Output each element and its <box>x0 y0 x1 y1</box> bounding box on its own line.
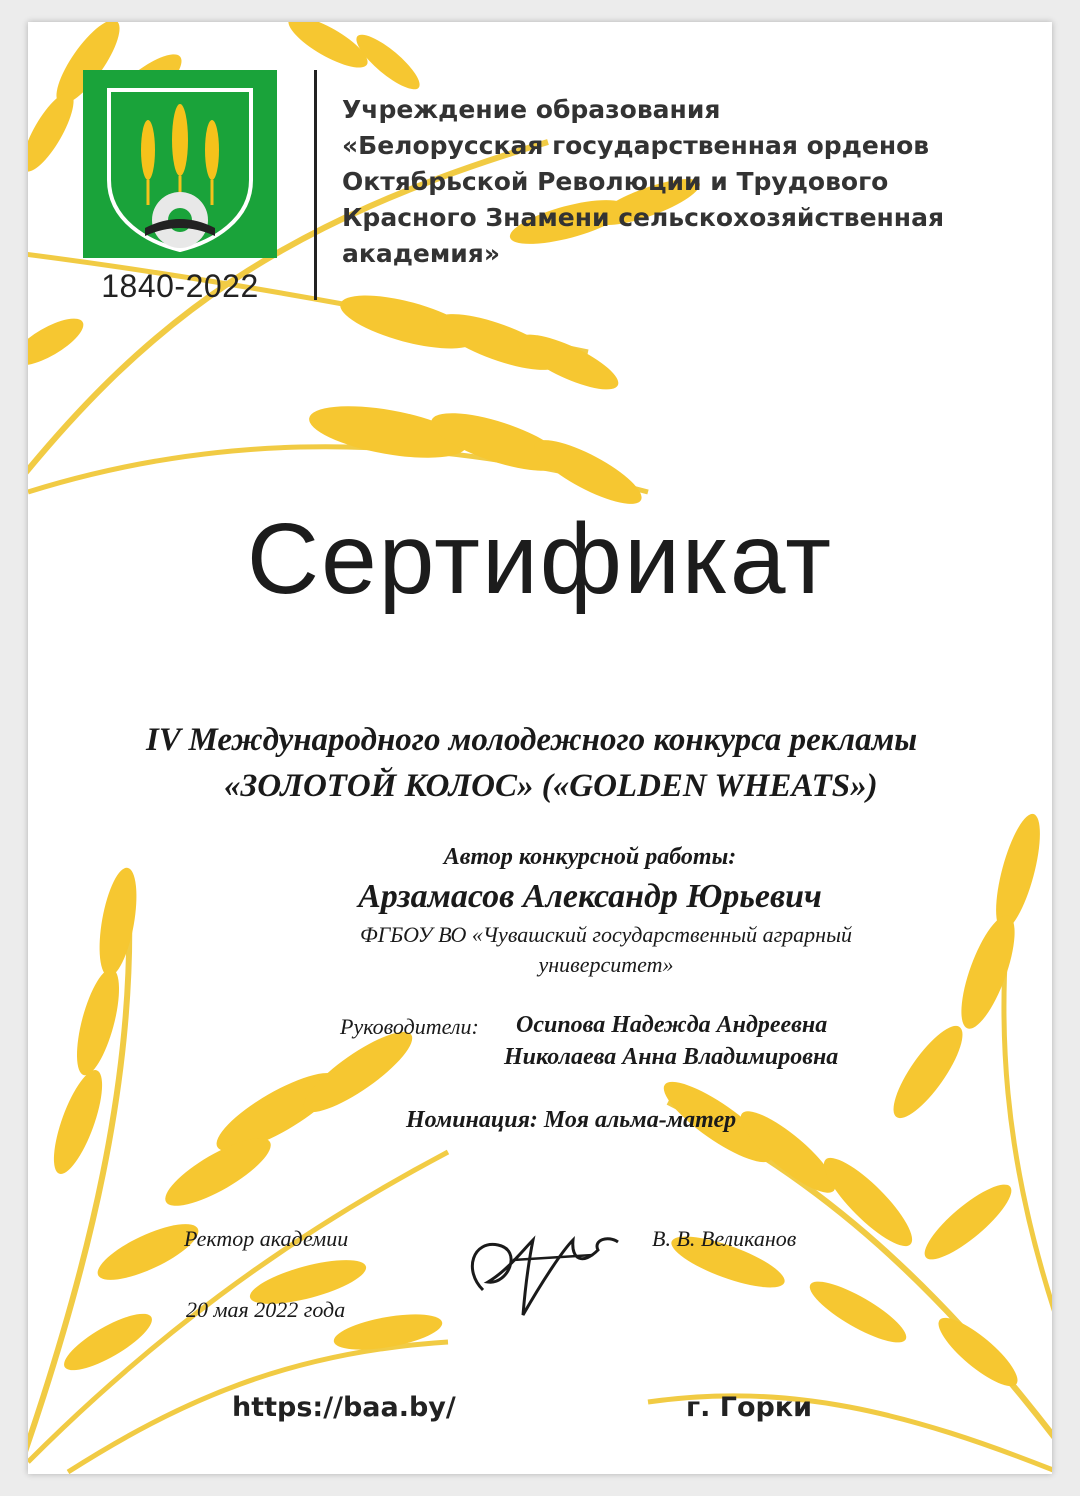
author-name: Арзамасов Александр Юрьевич <box>358 878 822 915</box>
author-label: Автор конкурсной работы: <box>443 844 737 870</box>
certificate-page <box>28 22 1052 1474</box>
certificate-title: Сертификат <box>246 503 834 615</box>
institution-line: «Белорусская государственная орденов <box>342 131 930 160</box>
institution-line: Красного Знамени сельскохозяйственная <box>342 203 945 232</box>
rector-name: В. В. Великанов <box>652 1226 797 1251</box>
footer-url[interactable]: https://baa.by/ <box>232 1392 456 1423</box>
university-line-1: ФГБОУ ВО «Чувашский государственный аграрный <box>360 922 852 947</box>
author-university <box>286 920 926 980</box>
header-divider <box>314 70 317 300</box>
rector-signature <box>453 1210 623 1320</box>
nomination: Номинация: Моя альма-матер <box>406 1107 737 1133</box>
footer-city: г. Горки <box>686 1392 813 1423</box>
supervisors-label: Руководители: <box>340 1014 479 1039</box>
academy-logo <box>83 70 277 258</box>
institution-line: Октябрьской Революции и Трудового <box>342 167 889 196</box>
wheat-gear-emblem-icon <box>83 70 277 258</box>
institution-line: Учреждение образования <box>342 95 721 124</box>
issue-date: 20 мая 2022 года <box>186 1297 346 1322</box>
institution-name <box>342 92 1032 272</box>
contest-line-2: «ЗОЛОТОЙ КОЛОС» («GOLDEN WHEATS») <box>224 768 878 804</box>
supervisor-name: Осипова Надежда Андреевна <box>516 1012 828 1038</box>
contest-line-1: IV Международного молодежного конкурса рекламы <box>146 722 918 758</box>
institution-line: академия» <box>342 239 501 268</box>
logo-year: 1840-2022 <box>101 268 259 304</box>
university-line-2: университет» <box>538 952 674 977</box>
supervisor-name: Николаева Анна Владимировна <box>504 1044 839 1070</box>
rector-label: Ректор академии <box>184 1226 349 1251</box>
